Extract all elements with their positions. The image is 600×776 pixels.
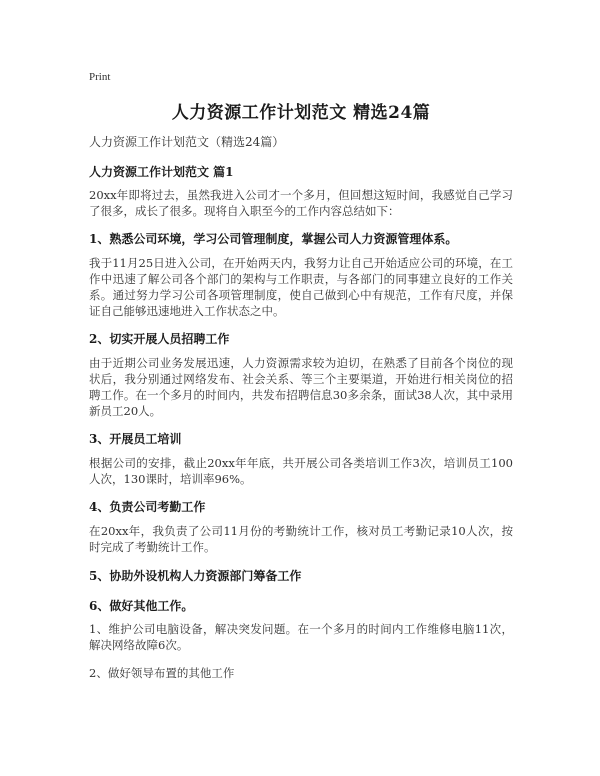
intro-paragraph: 20xx年即将过去，虽然我进入公司才一个多月，但回想这短时间，我感觉自己学习了很多，成长了很多。现将自入职至今的工作内容总结如下： <box>89 188 513 218</box>
document-title: 人力资源工作计划范文 精选24篇 <box>171 103 431 123</box>
item-2: 2、做好领导布置的其他工作 <box>89 666 235 680</box>
section-6-heading: 6、做好其他工作。 <box>89 599 194 613</box>
print-link[interactable]: Print <box>89 71 111 83</box>
item-1: 1、维护公司电脑设备，解决突发问题。在一个多月的时间内工作维修电脑11次，解决网络故障6次。 <box>89 622 513 652</box>
document-subtitle: 人力资源工作计划范文（精选24篇） <box>89 135 285 149</box>
section-1-heading: 1、熟悉公司环境，学习公司管理制度，掌握公司人力资源管理体系。 <box>89 232 458 246</box>
section-4-heading: 4、负责公司考勤工作 <box>89 500 206 514</box>
section-2-heading: 2、切实开展人员招聘工作 <box>89 332 230 346</box>
section-3-body: 根据公司的安排，截止20xx年年底，共开展公司各类培训工作3次，培训员工100人次，130课时，培训率96%。 <box>89 456 513 486</box>
section-2-body: 由于近期公司业务发展迅速，人力资源需求较为迫切，在熟悉了目前各个岗位的现状后，我分别通过网络发布、社会关系、等三个主要渠道，开始进行相关岗位的招聘工作。在一个多月的时间内，共发布招聘信息30多余条，面试38人次，其中录用新员工20人。 <box>89 356 513 418</box>
section-4-body: 在20xx年，我负责了公司11月份的考勤统计工作，核对员工考勤记录10人次，按时完成了考勤统计工作。 <box>89 524 513 554</box>
article-heading: 人力资源工作计划范文 篇1 <box>89 165 234 179</box>
section-5-heading: 5、协助外设机构人力资源部门筹备工作 <box>89 569 302 583</box>
section-1-body: 我于11月25日进入公司，在开始两天内，我努力让自己开始适应公司的环境，在工作中迅速了解公司各个部门的架构与工作职责，与各部门的同事建立良好的工作关系。通过努力学习公司各项管理制度，使自己做到心中有规范，工作有尺度，并保证自己能够迅速地进入工作状态之中。 <box>89 256 513 318</box>
section-3-heading: 3、开展员工培训 <box>89 432 182 446</box>
